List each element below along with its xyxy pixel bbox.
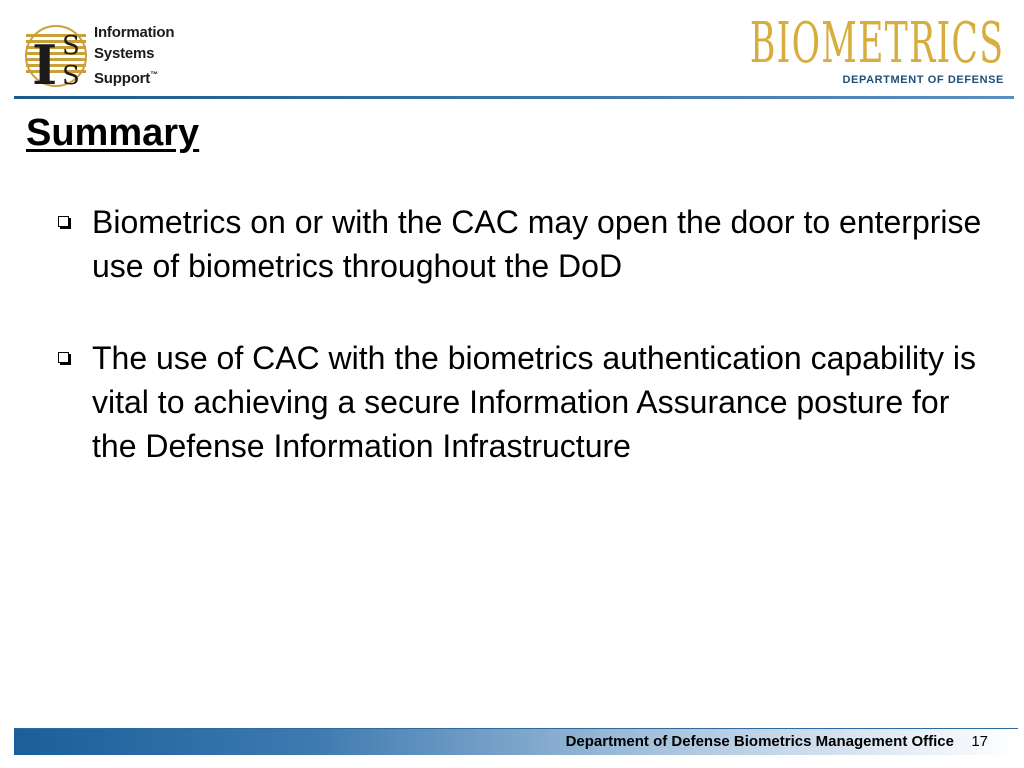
iss-letter-s-top: S bbox=[62, 31, 80, 61]
slide-title: Summary bbox=[26, 112, 200, 154]
bullet-list bbox=[56, 200, 986, 516]
biometrics-dod-logo bbox=[749, 11, 1004, 90]
bullet-item bbox=[56, 336, 986, 468]
biometrics-wordmark: BIOMETRICS bbox=[749, 11, 1004, 76]
iss-mark-icon bbox=[24, 20, 88, 92]
department-of-defense-label: DEPARTMENT OF DEFENSE bbox=[842, 74, 1004, 86]
bullet-item bbox=[56, 200, 986, 288]
square-bullet-icon bbox=[58, 352, 69, 363]
header-divider bbox=[14, 96, 1014, 99]
iss-letter-s-bottom: S bbox=[62, 61, 80, 91]
page-number: 17 bbox=[971, 733, 988, 750]
iss-letter-i: I bbox=[32, 33, 58, 92]
iss-line-systems: Systems bbox=[94, 45, 155, 62]
iss-logo-text bbox=[94, 22, 186, 89]
iss-line-information: Information bbox=[94, 24, 175, 41]
square-bullet-icon bbox=[58, 216, 69, 227]
iss-logo bbox=[18, 14, 186, 94]
bullet-text: The use of CAC with the biometrics authentication capability is vital to achieving a secure Information Assurance posture for the Defense Information Infrastructure bbox=[92, 340, 976, 464]
iss-line-support: Support™ bbox=[94, 70, 158, 87]
footer-office-name: Department of Defense Biometrics Management Office bbox=[565, 733, 954, 750]
bullet-text: Biometrics on or with the CAC may open the door to enterprise use of biometrics throughout the DoD bbox=[92, 204, 982, 284]
